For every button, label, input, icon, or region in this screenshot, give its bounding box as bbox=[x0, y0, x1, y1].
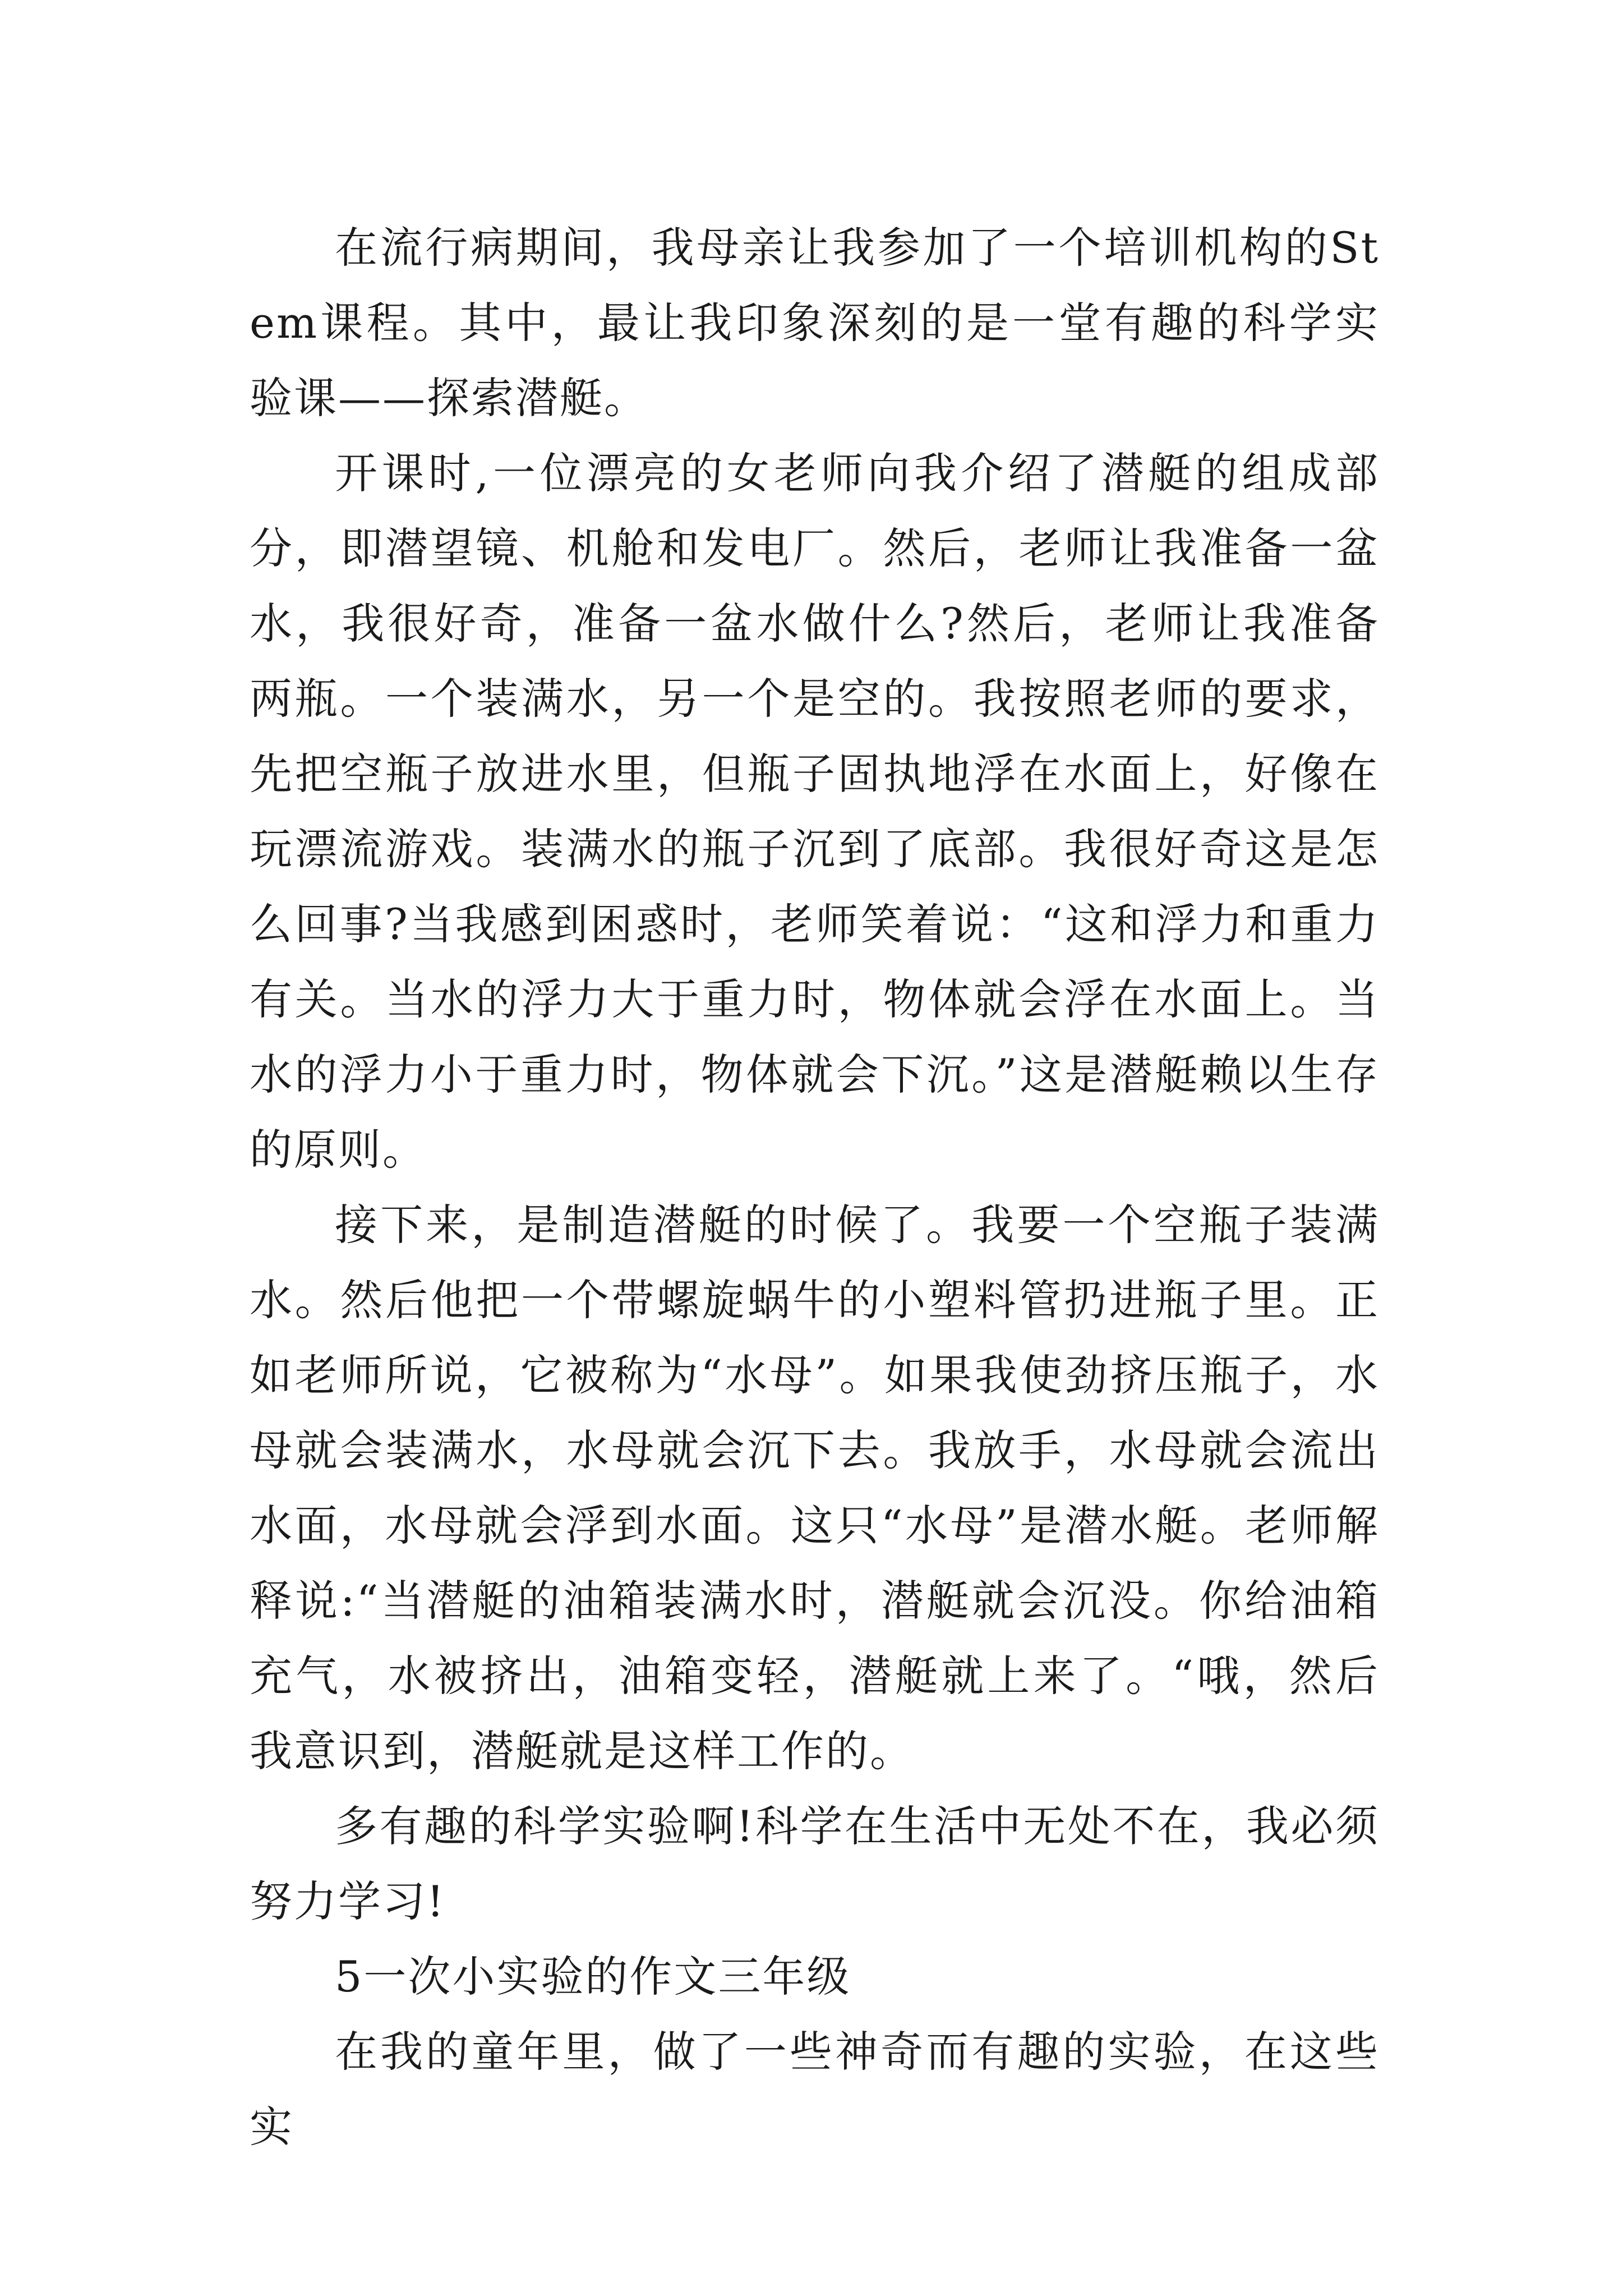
paragraph-stem-course: 在流行病期间，我母亲让我参加了一个培训机构的Stem课程。其中，最让我印象深刻的是一堂有趣的科学实验课——探索潜艇。 bbox=[250, 223, 1380, 423]
paragraph-childhood-experiments: 在我的童年里，做了一些神奇而有趣的实验，在这些实 bbox=[250, 2027, 1380, 2152]
paragraph-making-submarine: 接下来，是制造潜艇的时候了。我要一个空瓶子装满水。然后他把一个带螺旋蜗牛的小塑料管扔进瓶子里。正如老师所说，它被称为“水母”。如果我使劲挤压瓶子，水母就会装满水，水母就会沉下去。我放手，水母就会流出水面，水母就会浮到水面。这只“水母”是潜水艇。老师解释说:“当潜艇的油箱装满水时，潜艇就会沉没。你给油箱充气，水被挤出，油箱变轻，潜艇就上来了。“哦，然后我意识到，潜艇就是这样工作的。 bbox=[250, 1200, 1380, 1776]
paragraph-buoyancy-explanation: 开课时,一位漂亮的女老师向我介绍了潜艇的组成部分，即潜望镜、机舱和发电厂。然后，老师让我准备一盆水，我很好奇，准备一盆水做什么?然后，老师让我准备两瓶。一个装满水，另一个是空的。我按照老师的要求，先把空瓶子放进水里，但瓶子固执地浮在水面上，好像在玩漂流游戏。装满水的瓶子沉到了底部。我很好奇这是怎么回事?当我感到困惑时，老师笑着说：“这和浮力和重力有关。当水的浮力大于重力时，物体就会浮在水面上。当水的浮力小于重力时，物体就会下沉。”这是潜艇赖以生存的原则。 bbox=[250, 448, 1380, 1175]
section-heading: 5一次小实验的作文三年级 bbox=[335, 1952, 851, 2001]
paragraph-conclusion: 多有趣的科学实验啊!科学在生活中无处不在，我必须努力学习! bbox=[250, 1801, 1380, 1926]
document-body bbox=[250, 210, 1380, 2165]
